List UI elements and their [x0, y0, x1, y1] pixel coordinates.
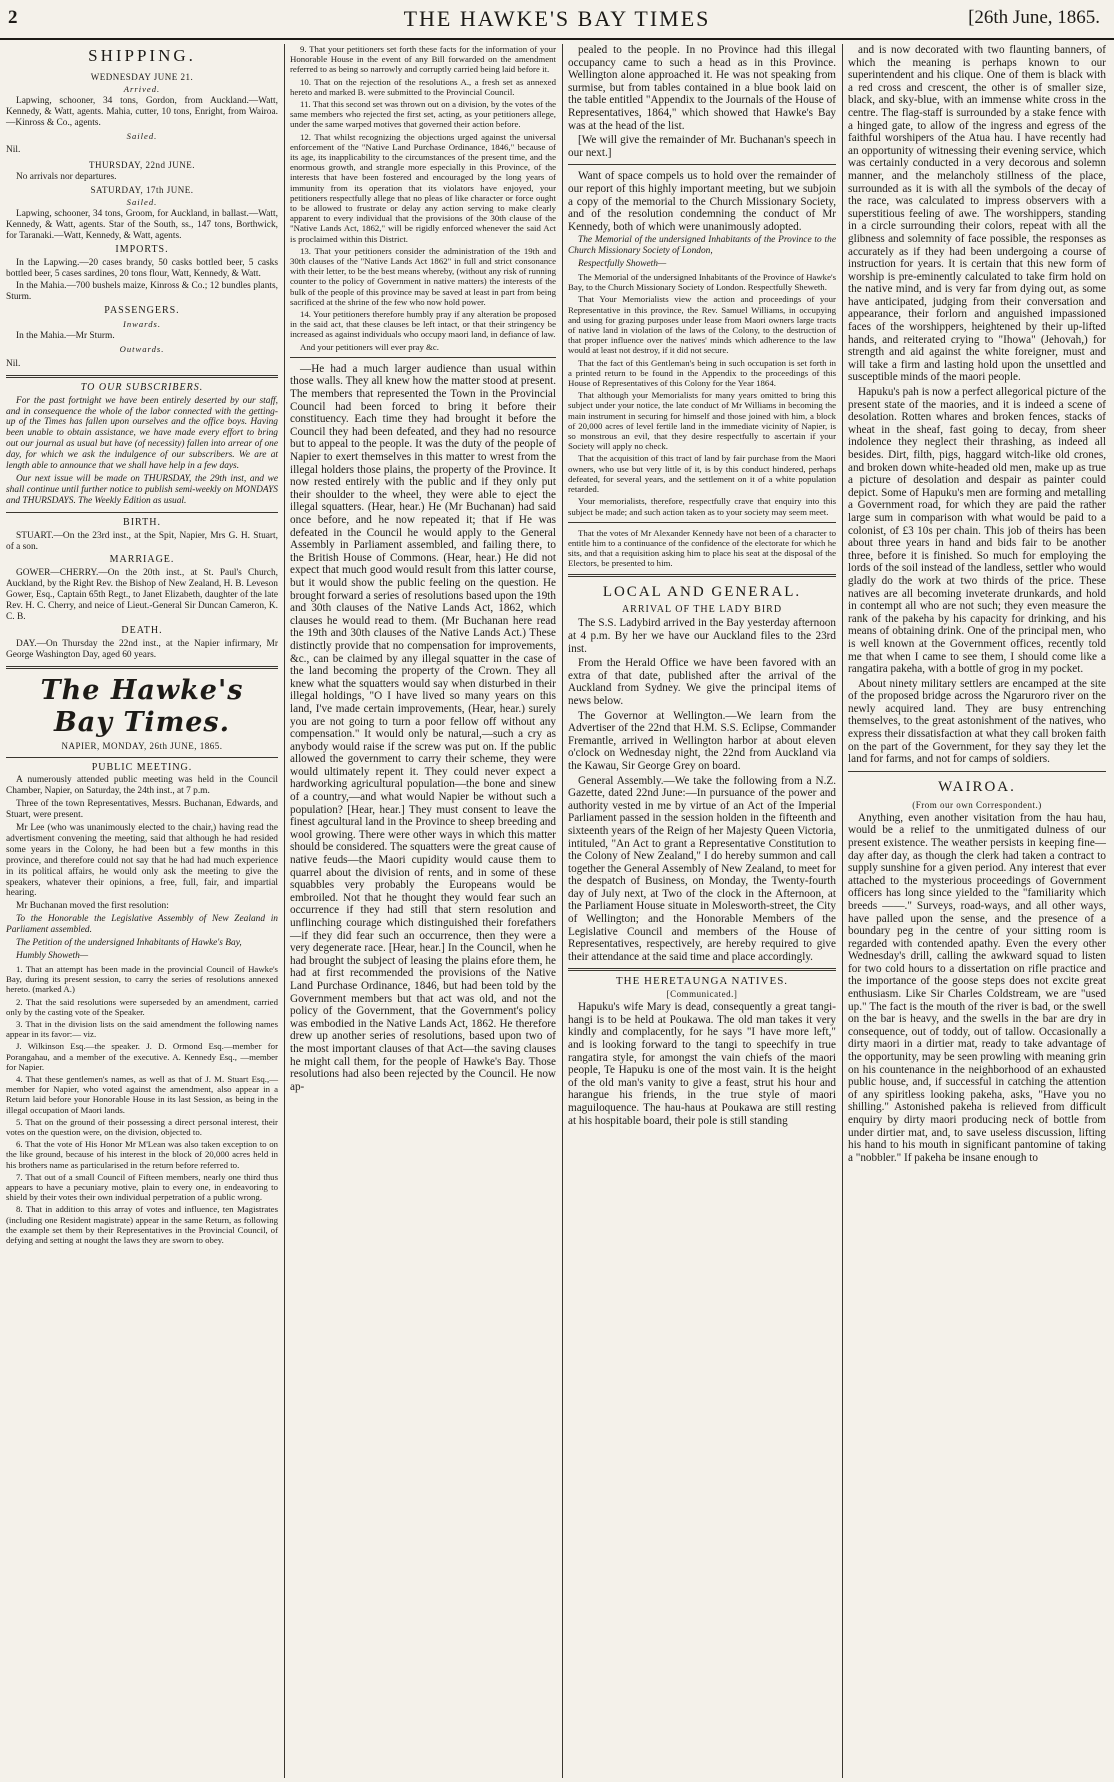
newspaper-title: THE HAWKE'S BAY TIMES [403, 6, 711, 31]
column-3 [566, 44, 838, 1776]
communicated-label: [Communicated.] [666, 989, 738, 1000]
meeting-paragraph: Mr Buchanan moved the first resolution: [16, 901, 169, 912]
divider [6, 512, 278, 513]
heretaunga-heading: THE HERETAUNGA NATIVES. [615, 975, 789, 988]
marriage-text: GOWER—CHERRY.—On the 20th inst., at St. Paul's Church, Auckland, by the Right Rev. the Bishop of New Zealand, H. B. Leveson Gower, Esq., Captain 65th Regt., to Janet Elizabeth, daughter of the late Rev. H. C. Cherry, and neice of Lieut.-General Sir Duncan Cameron, K. C. B. [6, 568, 278, 622]
nil-text-2: Nil. [6, 358, 21, 369]
sailed-label-2: Sailed. [126, 197, 158, 208]
petition-clause: J. Wilkinson Esq.—the speaker. J. D. Ormond Esq.—member for Porangahau, and a member of the executive. A. Kennedy Esq., —member for Napier. [6, 1041, 278, 1072]
petition-clause: 1. That an attempt has been made in the provincial Council of Hawke's Bay, during its present session, to carry the series of resolutions annexed hereto. (marked A.) [6, 963, 278, 995]
imports-text-1: In the Lapwing.—20 cases brandy, 50 casks bottled beer, 5 casks bottled beer, 5 cases sardines, 20 tons flour, Watt, Kennedy, & Watt. [6, 257, 278, 279]
death-heading: DEATH. [121, 624, 163, 636]
page-number: 2 [8, 7, 18, 28]
humbly-showeth: Humbly Showeth— [16, 951, 89, 961]
kennedy-resolution: That the votes of Mr Alexander Kennedy have not been of a character to entitle him to a continuance of the confidence of the electorate for which he sits, and that a requisition asking him to place his seat at the disposal of the Electors, be presented to him. [568, 527, 836, 569]
column-4 [846, 44, 1108, 1776]
inwards-label: Inwards. [122, 319, 161, 330]
column-2 [288, 44, 558, 1776]
assembly-paragraph: General Assembly.—We take the following from a N.Z. Gazette, dated 22nd June:—In pursuance of the power and authority vested in me by virtue of an Act of the Imperial Parliament passed in the session holden in the fifteenth and sixteenth years of the Reign of her Majesty Queen Victoria, intituled, "An Act to grant a Representative Constitution to the Colony of New Zealand," I do hereby summon and call together the General Assembly of New Zealand, to meet for the despatch of Business, on Monday, the Twenty-fourth day of July next, at Two of the clock in the Afternoon, at the Parliament House situate in Molesworth-street, the City of Wellington; and the Honorable Members of the Legislative Council and members of the House of Representatives, respectively, are hereby required to give their attendance at the said time and place accordingly. [568, 774, 836, 963]
outwards-label: Outwards. [119, 343, 165, 354]
arrivals-text: Lapwing, schooner, 34 tons, Gordon, from Auckland.—Watt, Kennedy, & Watt, agents. Mahia, cutter, 10 tons, Enright, from Wairoa.—Kinross & Co., agents. [6, 95, 278, 128]
respectfully-showeth: Respectfully Showeth— [578, 259, 667, 270]
thursday-text: No arrivals nor departures. [16, 172, 117, 183]
petition-clause: 8. That in addition to this array of votes and influence, ten Magistrates (including one Resident magistrate) appear in the same Return, as following the example set them by their Representatives in the Provincial Council, of defying and setting at nought the laws they are sworn to obey. [6, 1204, 278, 1245]
want-of-space: Want of space compels us to hold over the remainder of our report of this highly important meeting, but we subjoin a copy of the memorial to the Church Missionary Society, and of the resolution condemning the conduct of Mr Kennedy, both of which were unanimously adopted. [568, 170, 836, 233]
divider [568, 968, 836, 971]
petition-clause: 5. That on the ground of their possessing a direct personal interest, their votes on the question were, on the division, objected to. [6, 1116, 278, 1137]
governor-paragraph: The Governor at Wellington.—We learn from the Advertiser of the 22nd that H.M. S.S. Eclipse, Commander Fremantle, arrived in Wellington harbor at about eleven o'clock on Wednesday night, the 22nd from Auckland via the Kawau, Sir George Grey on board. [568, 709, 836, 772]
correspondent-label: (From our own Correspondent.) [912, 799, 1042, 810]
divider [568, 164, 836, 165]
wairoa-heading: WAIROA. [938, 778, 1016, 795]
page-header [0, 0, 1114, 40]
petition-clause: 13. That your petitioners consider the administration of the 19th and 30th clauses of the "Native Lands Act 1862" in full and strict consonance with their letter, to be the best means whereby, (without any risk of running counter to the policy of Government in native matters) the interests of the bulk of the people of this province may be saved at least in part from being sacrificed at the shrine of the few who now hold power. [290, 245, 556, 307]
divider [568, 522, 836, 523]
divider [6, 666, 278, 669]
petition-clause: 9. That your petitioners set forth these facts for the information of your Honorable House in the event of any Bill forwarded on the amendment referred to as being so narrowly and corruptly carried being laid before it. [290, 44, 556, 75]
divider [6, 757, 278, 758]
passengers-text: In the Mahia.—Mr Sturm. [16, 331, 115, 342]
speech-text: —He had a much larger audience than usual within those walls. They all knew how the matter stood at present. The members that represented the Town in the Provincial Council had been forced to bring it before their constituency. Each time they had brought it before the Council they had been defeated, and they had no resource but to appeal to the people. It was the duty of the people of Napier to exert themselves in this matter to wrest from the illegal holders those plains, the property of the Province. It now rested entirely with the public and if they only put their shoulder to the wheel, they were able to eject the illegal squatters. (Hear, hear.) He (Mr Buchanan) had said once before, and he now repeated it; that if He was defeated in the Council he would apply to the General Assembly in Parliament assembled, and failing there, to the British House of Commons. (Hear, hear.) He did not expect that much good would result from this latter course, but it would show the public feeling on the question. He brought forward a series of resolutions based upon the 19th and 30th clauses of the Native Lands Act, 1862, which clauses he would read to them. (Mr Buchanan here read the 19th and 30th clauses of the Native Lands Act.) These distinctly provide that no compensation for improvements, &c., can be claimed by any illegal squatter in the case of the land becoming the property of the Crown. They all knew what the squatters would say when disturbed in their illegal holdings, "O I have lived so many years on this land, I've made certain improvements, (Hear, hear.) surely you are not going to turn a poor fellow off without any compensation." It would only be natural,—such a cry as anybody would raise if the screw was put on. If the public allowed the government to carry their scheme, they were would ultimately repent it. They could never expect a hardworking agricultural population—the bone and sinew of a country,—and what would Napier be without such a population? [Hear, hear.] They must consent to leave the finest agcultural land in the Province to sheep breeding and wool growing. There were other ways in which this matter should be considered. The squatters were the great cause of native feuds—the Maori cupidity would cause them to quarrel about the division of rents, and in some of these squabbles very probably the Europeans would be embroiled. Not that he thought they would fear such an occurrence if they had still that stern resolution and unflinching courage which distinguished their forefathers—if they did fear such an occurrence, then they were a very degenerate race. [Hear, hear.] In the Council, when he had brought the subject of leasing the plains efore them, he had at first recommended the provisions of the Native Land Purchase Ordinance, 1846, but had been told by the Government members but that act was old, and not the policy of the Government, that the Government's policy was embodied in the Native Lands Act, 1862. He therefore drew up another series of resolutions, based upon two of the most important clauses of that Act—the saving clauses he might call them, for the people of Hawke's Bay. Those resolutions had also been rejected by the Council. He now ap- [290, 362, 556, 1093]
shipping-date: WEDNESDAY JUNE 21. [90, 72, 194, 82]
local-general-heading: LOCAL AND GENERAL. [602, 583, 802, 600]
birth-text: STUART.—On the 23rd inst., at the Spit, Napier, Mrs G. H. Stuart, of a son. [6, 530, 278, 552]
column-rule [562, 44, 563, 1778]
public-meeting-heading: PUBLIC MEETING. [91, 761, 193, 773]
dateline: NAPIER, MONDAY, 26th JUNE, 1865. [61, 740, 223, 751]
petition-clause: 11. That this second set was thrown out on a division, by the votes of the same members who rejected the first set, acting, as your petitioners allege, under the same warped motives that governed their action before. [290, 99, 556, 130]
column-rule [842, 44, 843, 1778]
saturday-date: SATURDAY, 17th JUNE. [90, 185, 194, 196]
column-1 [4, 44, 280, 1776]
issue-date: [26th June, 1865. [968, 7, 1100, 28]
petition-of: The Petition of the undersigned Inhabitants of Hawke's Bay, [16, 938, 242, 949]
meeting-paragraph: Mr Lee (who was unanimously elected to the chair,) having read the advertisment convening the meeting, said that although he had resided some years in the Colony, he had been but a few months in this province, and therefore could not say that he had had much experience in its political affairs, he would only ask the meeting to give the speakers, whatever their opinions, a free, full, fair, and impartial hearing. [6, 823, 278, 899]
petition-address: To the Honorable the Legislative Assembly of New Zealand in Parliament assembled. [6, 914, 278, 936]
memorial-paragraph: That the acquisition of this tract of land by fair purchase from the Maori owners, who use but very little of it, is by this conduct hindered, perhaps defeated, for several years, and the settlement on it of a white population retarded. [568, 453, 836, 495]
petition-clause: 14. Your petitioners therefore humbly pray if any alteration be proposed in the said act, that these clauses be left intact, or that their stringency be increased as against individuals who occupy maori land, in defiance of law. [290, 309, 556, 340]
memorial-title: The Memorial of the undersigned Inhabitants of the Province to the Church Missionary Society of London, [568, 235, 836, 257]
ladybird-paragraph: The S.S. Ladybird arrived in the Bay yesterday afternoon at 4 p.m. By her we have our Auckland files to the 23rd inst. [568, 617, 836, 655]
memorial-paragraph: That although your Memorialists for many years omitted to bring this subject under your notice, the late conduct of Mr Williams in becoming the main instrument in securing for himself and those joined with him, a block of 20,000 acres of level fertile land in the immediate vicinity of Napier, is so monstrous an evil, that they desire respectfully to ascertain if your Society will apply no check. [568, 390, 836, 452]
petition-clause: 7. That out of a small Council of Fifteen members, nearly one third thus appears to have a pecuniary motive, plain to every one, in endeavoring to shield by their votes their own individual perpetration of a public wrong. [6, 1171, 278, 1203]
hapuku-pah-paragraph: Hapuku's pah is now a perfect allegorical picture of the present state of the maories, and it is indeed a scene of desolation. Rotten whares and broken fences, stacks of wheat in the sheaf, fast going to decay, from sheer indolence they neglect their thrashing, as indeed all besides. Dirt, filth, pigs, haggard witch-like old crones, and broken down white-headed old men, make up as true a picture of desolation and despair as painter could depict. Some of Hapuku's men are forming and metalling a Government road, for which they are paid the rather large sum in comparison with what would be paid to a colonist, of £3 10s per chain. This job of theirs has been about three years in hand and bids fair to be another three, before it is finished. So much for employing the lords of the soil instead of the landless, settler who would gladly do the work at two thirds of the price. These natives are all becoming inveterate drunkards, and hold in contempt all who are not such; they even measure the rank of the pakeha by his capacity for drinking, and his means of obtaining drink. One of the principal men, who is well known at the Government offices, recently told me that when I came to see them, I should come like a rangatira pakeha, with a bottle of grog in my pocket. [848, 386, 1106, 676]
petition-clause: 4. That these gentlemen's names, as well as that of J. M. Stuart Esq.,—member for Napier, who voted against the amendment, also appear in a Return laid before your Honorable House in its last Session, as being in the illegal occupation of Maori lands. [6, 1073, 278, 1115]
divider [568, 574, 836, 577]
passengers-heading: PASSENGERS. [104, 305, 180, 317]
petition-clause: 3. That in the division lists on the said amendment the following names appear in its favor:— viz. [6, 1018, 278, 1040]
memorial-paragraph: That Your Memorialists view the action and proceedings of your Representative in this province, the Rev. Samuel Williams, in occupying and using for grazing purposes under lease from Maori owners large tracts of native land in violation of the laws of the Colony, to the destruction of that proper influence over the natives' minds which adherence to the law would at least not destroy, if it did not secure. [568, 294, 836, 356]
saturday-text: Lapwing, schooner, 34 tons, Groom, for Auckland, in ballast.—Watt, Kennedy, & Watt, agents. Star of the South, ss., 147 tons, Borthwick, for Taranaki.—Watt, Kennedy, & Watt, agents. [6, 208, 278, 241]
wairoa-paragraph: Anything, even another visitation from the hau hau, would be a relief to the unmitigated dulness of our present existence. The weather persists in keeping fine—day after day, as though the clerk had taken a contract to supply sunshine for a given period. Any interest that ever attached to the mysterious proceedings of Government officers has long since yielded to the "familiarity which breeds ——." Surveys, road-ways, and all other ways, have palled upon the sense, and the presence of a boundary peg in the centre of your sitting room is regarded with contended apathy. Even the every other Wednesday's drill, calling the awkward squad to listen for two cold hours to a dissertation on rifle practice and the importance of the goose steps does not excite great enthusiasm. Like Sir Charles Coldstream, we are "used up." The fact is the mouth of the river is bad, or the swell on the bar is heavy, and the swells in the bar are dry in consequence, out of toddy, out of tallow. Occasionally a dirty maori in a dirtier mat, ready to take advantage of the opportunity, may be seen prowling with meaning grin on his countenance in the neighborhood of an exhausted public house, and, if successful in catching the attention of any spiritless looking pakeha, asks, "Have you no shilling." Astonished pakeha is relieved from difficult enquiry by dirty maori producing neck of bottle from under dirtier mat, and, to save useless discussion, lifting his hand to his mouth in significant pantomine of taking a "nobbler." If pakeha be insane enough to [848, 811, 1106, 1164]
sailed-label: Sailed. [126, 130, 158, 141]
petition-clause: 6. That the vote of His Honor Mr M'Lean was also taken exception to on the like ground, because of his interest in the block of 20,000 acres held in his brothers name as particularised in the return before referred to. [6, 1139, 278, 1170]
imports-heading: IMPORTS. [115, 243, 169, 255]
imports-text-2: In the Mahia.—700 bushels maize, Kinross & Co.; 12 bundles plants, Sturm. [6, 281, 278, 303]
petition-clause: 12. That whilst recognizing the objections urged against the universal enforcement of the "Native Land Purchase Ordinance, 1846," because of its age, its inapplicability to the circumstances of the present time, and the enormous growth, and strangle more especially in this Province, of the interests that have been fostered and encouraged by the long years of immunity from its operation that its violators have enjoyed, your petitioners respectfully allege that no pleas of like character or force ought to be allowed to frustrate or delay any action serving to make clearly apparent to every individual that the provisions of the 30th clause of the "Native Lands Act, 1862," will be rigidly enforced whenever the said Act is proclaimed within this District. [290, 131, 556, 244]
arrived-label: Arrived. [123, 83, 161, 94]
heretaunga-paragraph: Hapuku's wife Mary is dead, consequently a great tangi-hangi is to be held at Poukawa. The old man takes it very kindly and complacently, for he says "I have more left," and is looking forward to the tangi to speechify in true rangatira style, for amongst the vain chiefs of the maori people, Te Hapuku is one of the most vain. It is the height of the old man's vanity to give a feast, strut his hour and harangue his friends, in the true style of maori maguiloquence. The hau-haus at Poukawa are still resting at his hospitable board, their pole is still standing [568, 1001, 836, 1127]
meeting-paragraph: A numerously attended public meeting was held in the Council Chamber, Napier, on Saturday, the 24th inst., at 7 p.m. [6, 775, 278, 797]
heretaunga-continued: and is now decorated with two flaunting banners, of which the meaning is perhaps known to our superintendent and his clique. One of them is black with a red cross and crescent, the other is of smaller size, black, and sky-blue, with an immense white cross in the centre. The flag-staff is surrounded by a stake fence with a hinged gate, to allow of the ingress and egress of the faithful worshipers of the Atua hau. I have recently had an opportunity of witnessing their evening service, which was certainly conducted in a very decorous and solemn manner, and the melancholy stillness of the place, surrounded as it is with all the symbols of the decay of the race, was calculated to impress observers with a superstitious feeling of awe. The worshippers, standing in a circle surrounding their colors, repeat with all the glibness and solemnity of face possible, the responses as accurately as if they had been undergoing a course of instruction for years. It is certain that this new form of worship is pre-eminently calculated to take firm hold on the native mind, and is very far from dying out, as some have anticipated, judging from their conversation and appearance, their forlorn and anguished impassioned faces of the worshippers, heightened by their up-lifted hands, and reiterated crying to "Ihowa" (Jehovah,) for strength and aid against the white foreigner, must and will take a firm and lasting hold upon the unsettled and susceptible minds of the maori people. [848, 44, 1106, 384]
subscribers-text-2: Our next issue will be made on THURSDAY, the 29th inst, and we shall continue until further notice to publish semi-weekly on MONDAYS and THURSDAYS. The Weekly Edition as usual. [6, 474, 278, 506]
subscribers-heading: TO OUR SUBSCRIBERS. [80, 381, 204, 393]
nil-text: Nil. [6, 145, 21, 156]
shipping-heading: SHIPPING. [88, 46, 196, 65]
divider [848, 771, 1106, 772]
marriage-heading: MARRIAGE. [109, 554, 175, 566]
memorial-paragraph: Your memorialists, therefore, respectfully crave that enquiry into this subject be made; and such action taken as to your society may seem meet. [568, 496, 836, 517]
petition-closing: And your petitioners will ever pray &c. [300, 341, 440, 352]
divider [6, 375, 278, 378]
editor-note: [We will give the remainder of Mr. Buchanan's speech in our next.] [568, 134, 836, 159]
lady-bird-heading: ARRIVAL OF THE LADY BIRD [621, 603, 783, 615]
military-settlers-paragraph: About ninety military settlers are encamped at the site of the proposed bridge across the Ngaruroro river on the newly acquired land. They are busy entrenching themselves, to the great astonishment of the natives, who express their dissatisfaction at what they call broken faith on the part of the Government, for they say they let the land for farms, and not for camps of soldiers. [848, 677, 1106, 766]
divider [290, 357, 556, 358]
birth-heading: BIRTH. [123, 516, 161, 528]
memorial-paragraph: That the fact of this Gentleman's being in such occupation is set forth in a printed return to be found in the Appendix to the proceedings of this House of Representatives of this Colony for the Year 1864. [568, 357, 836, 389]
thursday-date: THURSDAY, 22nd JUNE. [88, 160, 196, 171]
masthead: The Hawke's Bay Times. [40, 674, 244, 738]
herald-paragraph: From the Herald Office we have been favored with an extra of that date, published after the arrival of the Auckland from Sydney. We give the principal items of news below. [568, 657, 836, 707]
memorial-paragraph: The Memorial of the undersigned Inhabitants of the Province of Hawke's Bay, to the Church Missionary Society of London. Respectfully Sheweth. [568, 272, 836, 293]
meeting-paragraph: Three of the town Representatives, Messrs. Buchanan, Edwards, and Stuart, were present. [6, 799, 278, 821]
column-rule [284, 44, 285, 1778]
death-text: DAY.—On Thursday the 22nd inst., at the Napier infirmary, Mr George Washington Day, aged 60 years. [6, 638, 278, 660]
petition-clause: 2. That the said resolutions were superseded by an amendment, carried only by the casting vote of the Speaker. [6, 996, 278, 1017]
speech-continued: pealed to the people. In no Province had this illegal occupancy came to such a head as in this Province. Wellington alone approached it. He was not speaking from surmise, but from tables contained in a blue book laid on the table entitled "Appendix to the Journals of the House of Representatives, 1864," which showed that Hawke's Bay was at the head of the list. [568, 44, 836, 132]
subscribers-text: For the past fortnight we have been entirely deserted by our staff, and in consequence the whole of the labor connected with the getting-up of the Times has fallen upon ourselves and the office boys. Having been unable to obtain assistance, we have made every effort to bring out our journal as usual but have (of necessity) fallen into arrear of one day, for which we ask the indulgence of our subscribers. We are at length able to announce that we shall have help in a few days. [6, 395, 278, 472]
petition-clause: 10. That on the rejection of the resolutions A., a fresh set as annexed hereto and marked B. were submitted to the Provincial Council. [290, 76, 556, 97]
